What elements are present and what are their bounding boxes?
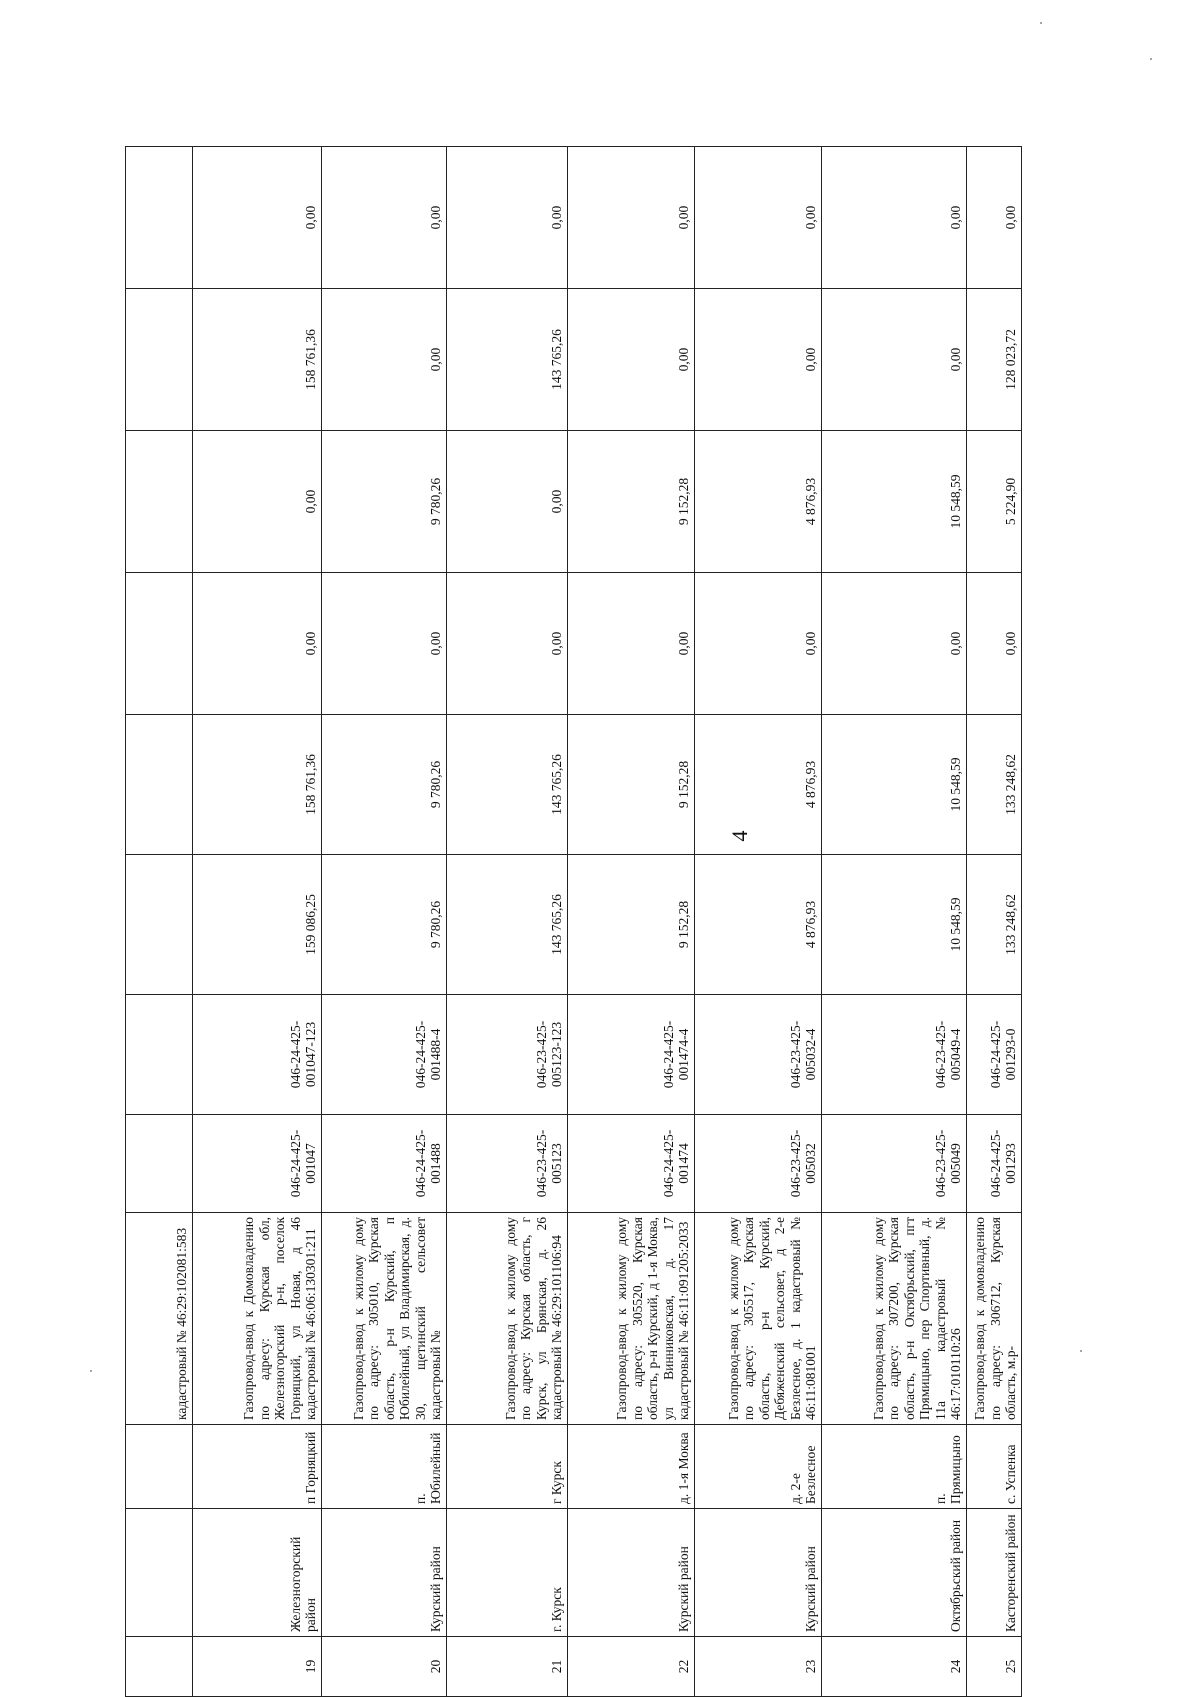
value-cell-2: 143 765,26: [447, 715, 568, 855]
value-cell-2: 10 548,59: [822, 715, 967, 855]
description-cell: кадастровый № 46:29:102081:583: [126, 1213, 193, 1425]
object-code-cell: 046-23-425-005123: [447, 1115, 568, 1213]
inventory-code-cell: 046-24-425-001047-123: [193, 995, 322, 1115]
inventory-code-cell: [126, 995, 193, 1115]
row-number: 25: [967, 1637, 1022, 1697]
value-cell-5: 0,00: [822, 289, 967, 431]
value-cell-3: 0,00: [822, 573, 967, 715]
description-cell: Газопровод-ввод к домовладению по адресу: 306712, Курская область, м.р-: [967, 1213, 1022, 1425]
value-cell-3: 0,00: [447, 573, 568, 715]
value-cell-6: [126, 147, 193, 289]
table-row: [447, 147, 568, 1697]
locality-cell: д. 1-я Моква: [568, 1425, 695, 1509]
locality-cell: [126, 1425, 193, 1509]
value-cell-3: 0,00: [568, 573, 695, 715]
description-cell: Газопровод-ввод к жилому дому по адресу: 305010, Курская область, р-н Курский, п Юбилейный, ул Владимирская, д. 30, щетинский сельсовет кадастровый №: [322, 1213, 447, 1425]
locality-cell: с. Успенка: [967, 1425, 1022, 1509]
description-cell: Газопровод-ввод к Домовладению по адресу: Курская обл, Железногорский р-н, поселок Горняцкий, ул Новая, д 46 кадастровый № 46:06:130301:211: [193, 1213, 322, 1425]
value-cell-1: 9 152,28: [568, 855, 695, 995]
value-cell-4: 10 548,59: [822, 431, 967, 573]
row-number: 22: [568, 1637, 695, 1697]
object-code-cell: 046-24-425-001047: [193, 1115, 322, 1213]
value-cell-6: 0,00: [967, 147, 1022, 289]
row-number: 19: [193, 1637, 322, 1697]
value-cell-3: [126, 573, 193, 715]
value-cell-6: 0,00: [695, 147, 822, 289]
value-cell-5: [126, 289, 193, 431]
locality-cell: п. Юбилейный: [322, 1425, 447, 1509]
table-row: [322, 147, 447, 1697]
district-cell: Курский район: [695, 1509, 822, 1637]
object-code-cell: 046-24-425-001488: [322, 1115, 447, 1213]
row-number: 24: [822, 1637, 967, 1697]
page-number: 4: [727, 830, 752, 842]
table-row: [695, 147, 822, 1697]
value-cell-2: 133 248,62: [967, 715, 1022, 855]
value-cell-5: 143 765,26: [447, 289, 568, 431]
inventory-code-cell: 046-23-425-005032-4: [695, 995, 822, 1115]
locality-cell: п Горняцкий: [193, 1425, 322, 1509]
value-cell-5: 0,00: [322, 289, 447, 431]
value-cell-3: 0,00: [967, 573, 1022, 715]
description-cell: Газопровод-ввод к жилому дому по адресу: 305517, Курская область, р-н Курский, Дебяженский сельсовет, д 2-е Безлесное, д. 1 кадастровый № 46:11:081001: [695, 1213, 822, 1425]
value-cell-5: 0,00: [568, 289, 695, 431]
value-cell-4: 9 152,28: [568, 431, 695, 573]
description-cell: Газопровод-ввод к жилому дому по адресу: 305520, Курская область, р-н Курский, д 1-я Моква, ул Винниковская, д. 17 кадастровый № 46:11:091205:2033: [568, 1213, 695, 1425]
row-number: 21: [447, 1637, 568, 1697]
district-cell: Курский район: [322, 1509, 447, 1637]
value-cell-3: 0,00: [193, 573, 322, 715]
value-cell-1: 9 780,26: [322, 855, 447, 995]
value-cell-2: 4 876,93: [695, 715, 822, 855]
object-code-cell: 046-23-425-005032: [695, 1115, 822, 1213]
object-code-cell: [126, 1115, 193, 1213]
value-cell-6: 0,00: [322, 147, 447, 289]
scan-speck: [1150, 58, 1152, 60]
locality-cell: д. 2-е Безлесное: [695, 1425, 822, 1509]
inventory-code-cell: 046-24-425-001293-0: [967, 995, 1022, 1115]
district-cell: Железногорский район: [193, 1509, 322, 1637]
object-code-cell: 046-24-425-001293: [967, 1115, 1022, 1213]
locality-cell: п. Прямицыно: [822, 1425, 967, 1509]
object-code-cell: 046-24-425-001474: [568, 1115, 695, 1213]
table-row: [568, 147, 695, 1697]
value-cell-2: [126, 715, 193, 855]
gas-pipeline-table: [125, 146, 1022, 1697]
scan-speck: [1040, 22, 1042, 24]
value-cell-1: 143 765,26: [447, 855, 568, 995]
inventory-code-cell: 046-24-425-001474-4: [568, 995, 695, 1115]
table-row: [967, 147, 1022, 1697]
table-row: [126, 147, 193, 1697]
value-cell-6: 0,00: [447, 147, 568, 289]
inventory-code-cell: 046-23-425-005123-123: [447, 995, 568, 1115]
value-cell-5: 128 023,72: [967, 289, 1022, 431]
object-code-cell: 046-23-425-005049: [822, 1115, 967, 1213]
value-cell-2: 158 761,36: [193, 715, 322, 855]
rotated-table-container: [125, 147, 1085, 1697]
scan-speck: [1080, 1350, 1082, 1352]
value-cell-2: 9 152,28: [568, 715, 695, 855]
row-number: 23: [695, 1637, 822, 1697]
value-cell-1: [126, 855, 193, 995]
value-cell-4: 0,00: [193, 431, 322, 573]
table-row: [822, 147, 967, 1697]
value-cell-1: 133 248,62: [967, 855, 1022, 995]
district-cell: Касторенский район: [967, 1509, 1022, 1637]
district-cell: Курский район: [568, 1509, 695, 1637]
district-cell: Октябрьский район: [822, 1509, 967, 1637]
scan-speck: [90, 1370, 92, 1372]
district-cell: г. Курск: [447, 1509, 568, 1637]
inventory-code-cell: 046-23-425-005049-4: [822, 995, 967, 1115]
value-cell-2: 9 780,26: [322, 715, 447, 855]
value-cell-6: 0,00: [193, 147, 322, 289]
value-cell-3: 0,00: [695, 573, 822, 715]
value-cell-1: 159 086,25: [193, 855, 322, 995]
value-cell-4: [126, 431, 193, 573]
value-cell-4: 4 876,93: [695, 431, 822, 573]
value-cell-4: 0,00: [447, 431, 568, 573]
value-cell-4: 5 224,90: [967, 431, 1022, 573]
row-number: 20: [322, 1637, 447, 1697]
table-row: [193, 147, 322, 1697]
value-cell-6: 0,00: [822, 147, 967, 289]
value-cell-5: 158 761,36: [193, 289, 322, 431]
description-cell: Газопровод-ввод к жилому дому по адресу: 307200, Курская область, р-н Октябрьский, пгт Прямицыно, пер Спортивный, д. 11а кадастровый № 46:17:010110:26: [822, 1213, 967, 1425]
value-cell-5: 0,00: [695, 289, 822, 431]
district-cell: [126, 1509, 193, 1637]
value-cell-6: 0,00: [568, 147, 695, 289]
row-number: [126, 1637, 193, 1697]
value-cell-3: 0,00: [322, 573, 447, 715]
inventory-code-cell: 046-24-425-001488-4: [322, 995, 447, 1115]
value-cell-1: 10 548,59: [822, 855, 967, 995]
value-cell-4: 9 780,26: [322, 431, 447, 573]
value-cell-1: 4 876,93: [695, 855, 822, 995]
description-cell: Газопровод-ввод к жилому дому по адресу: Курская область, г Курск, ул Брянская, д. 26 кадастровый № 46:29:101106:94: [447, 1213, 568, 1425]
locality-cell: г Курск: [447, 1425, 568, 1509]
